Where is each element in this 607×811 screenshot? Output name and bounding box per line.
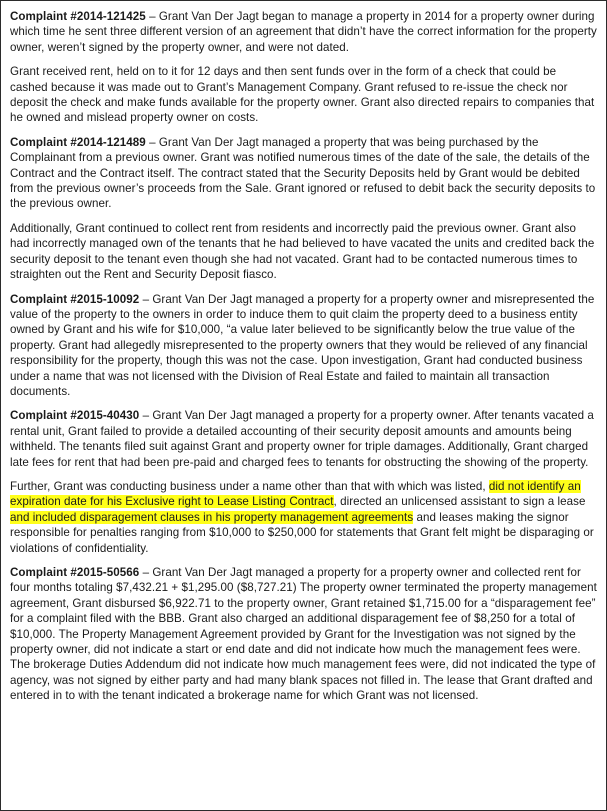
complaint-paragraph [10,135,597,212]
complaint-paragraph [10,292,597,400]
complaint-label: Complaint #2015-10092 [10,292,140,306]
complaint-text: – Grant Van Der Jagt managed a property for a property owner and collected rent for four months totaling $7,432.21 + $1,295.00 ($8,727.21) The property owner terminated the property management agreement, Grant disbursed $6,922.71 to the property owner, Grant retained $1,715.00 for a “disparagement fee” for a complaint filed with the BBB. Grant also charged an additional disparagement fee of $8,250 for a total of $10,000. The Property Management Agreement provided by Grant for the Investigation was not signed by the property owner, did not indicate a start or end date and did not indicate how much the management fees were. The brokerage Duties Addendum did not indicate how much management fees were, did not indicated the type of agency, was not signed by either party and had many blank spaces not filled in. The lease that Grant drafted and entered in to with the tenant indicated a brokerage name for which Grant was not licensed. [10,566,597,703]
body-paragraph [10,221,597,283]
complaint-label: Complaint #2014-121489 [10,135,146,149]
complaint-text: – Grant Van Der Jagt managed a property for a property owner. After tenants vacated a rental unit, Grant failed to provide a detailed accounting of their security deposit amounts and amounts being withheld. The tenants filed suit against Grant and property owner for triple damages. Additionally, Grant charged late fees for rent that had been pre-paid and charged fees to tenants for obstructing the showing of the property. [10,409,594,469]
complaint-paragraph [10,408,597,470]
complaint-paragraph [10,565,597,704]
complaint-label: Complaint #2015-50566 [10,566,140,579]
complaint-paragraph [10,9,597,55]
complaint-text: – Grant Van Der Jagt managed a property for a property owner and misrepresented the value of the property to the owners in order to induce them to quit claim the property deed to a business entity owned by Grant and his wife for $10,000, “a value later believed to be significantly below the true value of the property. Grant had allegedly misrepresented to the property owners that they would be relieved of any financial responsibility for the property, though this was not the case. Upon investigation, Grant had conducted business under a name that was not licensed with the Division of Real Estate and failed to maintain all transaction documents. [10,292,595,398]
highlighted-text: and included disparagement clauses in his property management agreements [10,510,414,524]
paragraph-text: , directed an unlicensed assistant to sign a lease [333,495,586,509]
complaint-label: Complaint #2014-121425 [10,10,146,23]
paragraph-text: Grant received rent, held on to it for 12 days and then sent funds over in the form of a check that could be cashed because it was made out to Grant’s Management Company. Grant refused to re-issue the check nor deposit the check and make funds available for the property owner. Grant also directed repairs to companies that he owned and mislead property owner on costs. [10,65,595,125]
paragraph-text: and leases making the signor responsible for penalties ranging from $10,000 to $250,000 for statements that Grant felt might be disparaging or violations of confidentiality. [10,510,594,555]
paragraph-text: Additionally, Grant continued to collect rent from residents and incorrectly paid the previous owner. Grant also had incorrectly managed own of the tenants that he had believed to have vacated the units and credited back the security deposit to the tenant even though she had not vacated. Grant had to be contacted numerous times to straighten out the Rent and Security Deposit fiasco. [10,221,595,282]
highlighted-paragraph [10,479,597,556]
complaint-text: – Grant Van Der Jagt began to manage a property in 2014 for a property owner during which time he sent three different version of an agreement that didn’t have the correct information for the property owner, weren’t signed by the property owner, and were not dated. [10,10,597,54]
paragraph-text: Further, Grant was conducting business under a name other than that with which was listed, [10,479,489,493]
complaint-label: Complaint #2015-40430 [10,409,140,423]
highlighted-text: did not identify an expiration date for his Exclusive right to Lease Listing Contract [10,479,581,509]
body-paragraph [10,64,597,126]
complaint-text: – Grant Van Der Jagt managed a property that was being purchased by the Complainant from a previous owner. Grant was notified numerous times of the date of the sale, the details of the Contract and the Contract itself. The contract stated that the Security Deposits held by Grant would be debited from the previous owner’s proceeds from the Sale. Grant ignored or refused to debit back the security deposits to the previous owner. [10,135,596,211]
